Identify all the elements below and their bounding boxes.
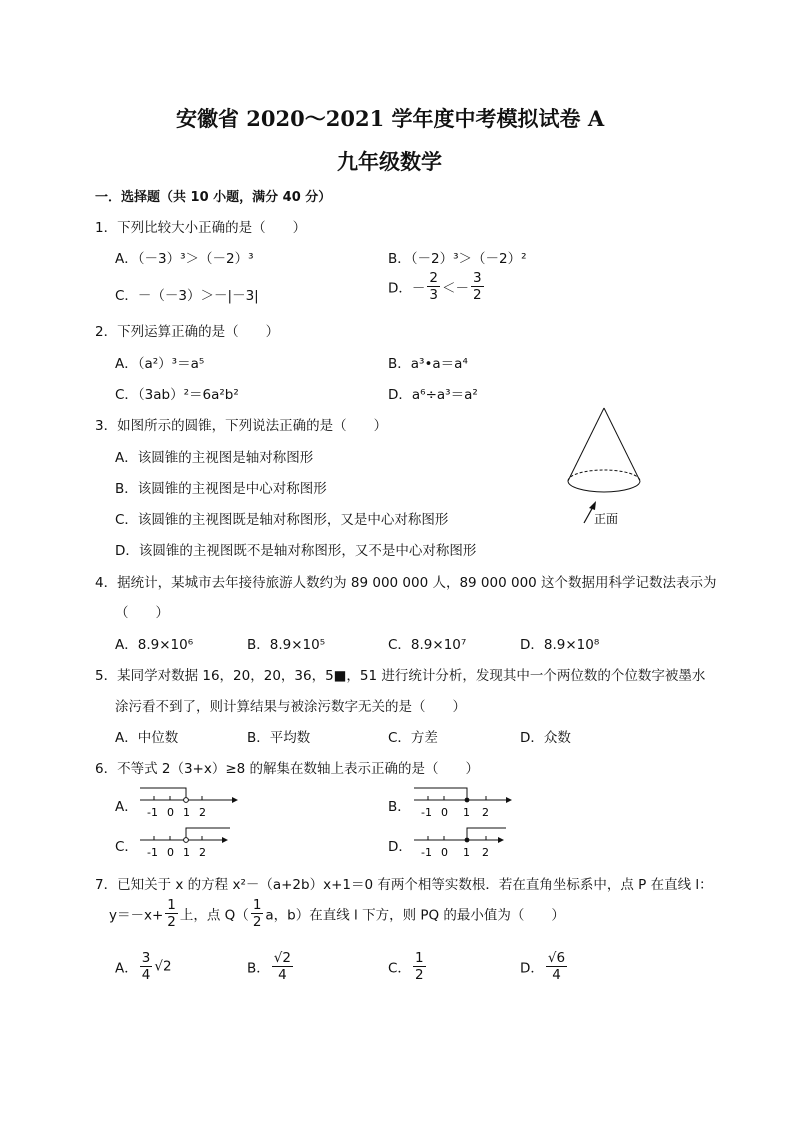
q7-option-a: A． $\frac{3}{4}$ √2	[115, 950, 172, 983]
svg-text:1: 1	[183, 806, 190, 819]
q5-option-b: B．平均数	[247, 730, 311, 746]
question-5-stem: 5．某同学对数据 16，20，20，36，5■，51 进行统计分析，发现其中一个两位数的个位数字被墨水	[95, 668, 706, 684]
q1-option-d: D．－ $\frac{2}{3}$ ＜－ $\frac{3}{2}$	[388, 270, 482, 303]
question-6-stem: 6．不等式 2（3+x）≥8 的解集在数轴上表示正确的是（ ）	[95, 761, 480, 777]
svg-text:1: 1	[463, 846, 470, 859]
svg-text:2: 2	[199, 806, 206, 819]
q3-option-a: A．该圆锥的主视图是轴对称图形	[115, 450, 314, 466]
question-1-stem: 1．下列比较大小正确的是（ ）	[95, 220, 307, 236]
cone-figure	[560, 405, 670, 530]
svg-text:-1: -1	[421, 806, 432, 819]
q1-option-c: C．－（－3）＞－|－3|	[115, 288, 259, 304]
svg-text:0: 0	[441, 846, 448, 859]
q6-option-a-label: A．	[115, 799, 138, 815]
svg-text:0: 0	[441, 806, 448, 819]
svg-text:1: 1	[183, 846, 190, 859]
q4-option-b: B．8.9×10⁵	[247, 637, 326, 653]
q3-option-b: B．该圆锥的主视图是中心对称图形	[115, 481, 327, 497]
q4-option-a: A．8.9×10⁶	[115, 637, 194, 653]
q3-option-d: D．该圆锥的主视图既不是轴对称图形，又不是中心对称图形	[115, 543, 477, 559]
question-3-stem: 3．如图所示的圆锥，下列说法正确的是（ ）	[95, 418, 388, 434]
cone-front-label: 正面	[594, 512, 619, 526]
q7-option-d: D． $\frac{√6}{4}$	[520, 950, 566, 983]
question-7-stem: 7．已知关于 x 的方程 x²－（a+2b）x+1＝0 有两个相等实数根．若在直角坐标系中，点 P 在直线 l：	[95, 877, 713, 893]
section-heading: 一．选择题（共 10 小题，满分 40 分）	[95, 190, 332, 205]
question-5-stem-cont: 涂污看不到了，则计算结果与被涂污数字无关的是（ ）	[115, 699, 466, 715]
q2-option-a: A．（a²）³＝a⁵	[115, 356, 205, 372]
q6-option-d-label: D．	[388, 839, 412, 855]
question-4-stem: 4．据统计，某城市去年接待旅游人数约为 89 000 000 人，89 000 000 这个数据用科学记数法表示为	[95, 575, 717, 591]
svg-text:-1: -1	[147, 806, 158, 819]
q7-option-b: B． $\frac{√2}{4}$	[247, 950, 291, 983]
svg-text:2: 2	[482, 846, 489, 859]
q6-number-line-c	[140, 826, 240, 862]
q6-number-line-d	[414, 826, 514, 862]
q5-option-c: C．方差	[388, 730, 438, 746]
q1-option-b: B．（－2）³＞（－2）²	[388, 251, 527, 267]
q6-option-b-label: B．	[388, 799, 411, 815]
q6-number-line-a	[140, 786, 240, 822]
svg-text:0: 0	[167, 806, 174, 819]
svg-text:2: 2	[199, 846, 206, 859]
svg-text:1: 1	[463, 806, 470, 819]
q3-option-c: C．该圆锥的主视图既是轴对称图形，又是中心对称图形	[115, 512, 449, 528]
q5-option-a: A．中位数	[115, 730, 179, 746]
question-4-stem-cont: （ ）	[115, 605, 169, 621]
svg-text:-1: -1	[147, 846, 158, 859]
page-title: 安徽省 2020～2021 学年度中考模拟试卷 A	[176, 106, 605, 131]
svg-text:-1: -1	[421, 846, 432, 859]
q2-option-c: C．（3ab）²＝6a²b²	[115, 387, 239, 403]
svg-text:2: 2	[482, 806, 489, 819]
question-2-stem: 2．下列运算正确的是（ ）	[95, 324, 280, 340]
q7-option-c: C． $\frac{1}{2}$	[388, 950, 424, 983]
q5-option-d: D．众数	[520, 730, 571, 746]
q4-option-d: D．8.9×10⁸	[520, 637, 600, 653]
question-7-stem-cont: y＝－x+ $\frac{1}{2}$ 上，点 Q（ $\frac{1}{2}$ a，b）在直线 l 下方，则 PQ 的最小值为（ ）	[109, 897, 565, 930]
q6-number-line-b	[414, 786, 514, 822]
q1-option-a: A．（－3）³＞（－2）³	[115, 251, 254, 267]
svg-text:0: 0	[167, 846, 174, 859]
q6-option-c-label: C．	[115, 839, 138, 855]
page-subtitle: 九年级数学	[337, 149, 442, 174]
q2-option-b: B．a³•a＝a⁴	[388, 356, 468, 372]
q4-option-c: C．8.9×10⁷	[388, 637, 467, 653]
q2-option-d: D．a⁶÷a³＝a²	[388, 387, 478, 403]
